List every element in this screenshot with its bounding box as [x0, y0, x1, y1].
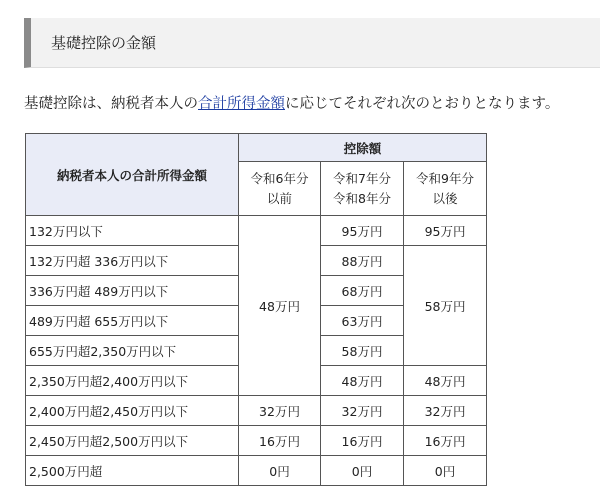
header-r6: 令和6年分 以前 [239, 162, 321, 216]
r6-value: 0円 [239, 456, 321, 486]
deduction-table [25, 133, 487, 486]
r78-value: 95万円 [321, 216, 404, 246]
intro-prefix: 基礎控除は、納税者本人の [24, 96, 198, 112]
r6-value: 32万円 [239, 396, 321, 426]
r78-value: 68万円 [321, 276, 404, 306]
section-title: 基礎控除の金額 [51, 34, 157, 52]
merged-r6-value: 48万円 [239, 216, 321, 396]
row-label: 132万円以下 [26, 216, 239, 246]
row-label: 489万円超 655万円以下 [26, 306, 239, 336]
r9-value: 95万円 [404, 216, 487, 246]
header-income: 納税者本人の合計所得金額 [26, 134, 239, 216]
header-r9: 令和9年分 以後 [404, 162, 487, 216]
r78-value: 32万円 [321, 396, 404, 426]
merged-r9-value: 58万円 [404, 246, 487, 366]
r78-value: 0円 [321, 456, 404, 486]
r9-value: 0円 [404, 456, 487, 486]
row-label: 336万円超 489万円以下 [26, 276, 239, 306]
row-label: 132万円超 336万円以下 [26, 246, 239, 276]
r9-value: 16万円 [404, 426, 487, 456]
r78-value: 63万円 [321, 306, 404, 336]
table-row [26, 456, 487, 486]
table-row [26, 396, 487, 426]
table-row [26, 426, 487, 456]
header-r7-r8: 令和7年分 令和8年分 [321, 162, 404, 216]
row-label: 655万円超2,350万円以下 [26, 336, 239, 366]
intro-suffix: に応じてそれぞれ次のとおりとなります。 [285, 96, 560, 112]
row-label: 2,400万円超2,450万円以下 [26, 396, 239, 426]
r78-value: 88万円 [321, 246, 404, 276]
r6-value: 16万円 [239, 426, 321, 456]
r78-value: 58万円 [321, 336, 404, 366]
r9-value: 48万円 [404, 366, 487, 396]
header-deduction: 控除額 [239, 134, 487, 162]
total-income-link[interactable]: 合計所得金額 [198, 96, 285, 112]
r78-value: 48万円 [321, 366, 404, 396]
intro-text [24, 92, 559, 113]
r9-value: 32万円 [404, 396, 487, 426]
table-row [26, 216, 487, 246]
section-heading [24, 18, 600, 68]
row-label: 2,450万円超2,500万円以下 [26, 426, 239, 456]
row-label: 2,500万円超 [26, 456, 239, 486]
row-label: 2,350万円超2,400万円以下 [26, 366, 239, 396]
r78-value: 16万円 [321, 426, 404, 456]
